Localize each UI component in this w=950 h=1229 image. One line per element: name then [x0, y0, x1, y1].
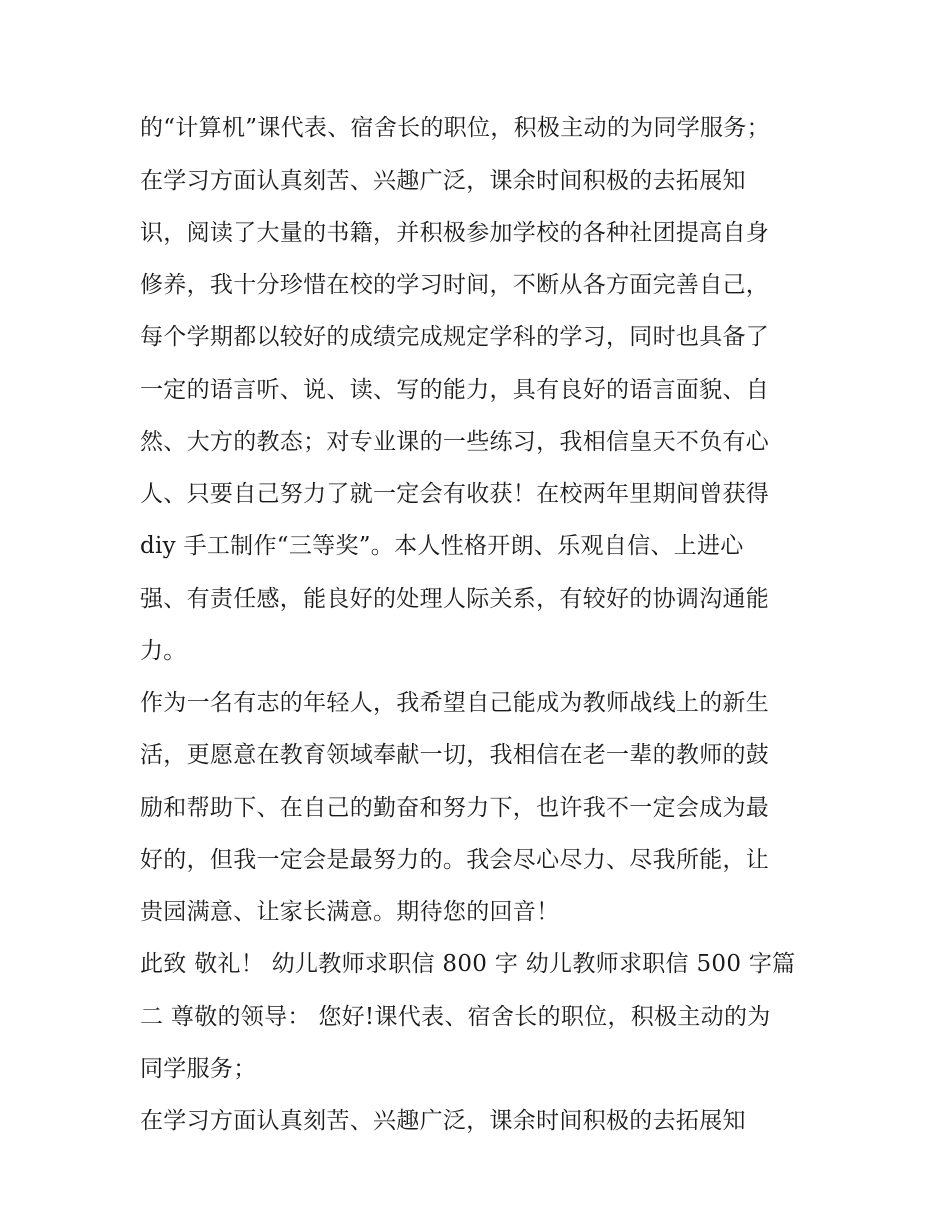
text-line: 励和帮助下、在自己的勤奋和努力下，也许我不一定会成为最	[140, 795, 770, 821]
text-line: 每个学期都以较好的成绩完成规定学科的学习，同时也具备了	[140, 324, 770, 350]
text-line: 二 尊敬的领导： 您好!课代表、宿舍长的职位，积极主动的为	[140, 1004, 771, 1030]
text-line: 作为一名有志的年轻人，我希望自己能成为教师战线上的新生	[140, 690, 770, 716]
text-line: 力。	[140, 638, 187, 664]
text-line: 好的，但我一定会是最努力的。我会尽心尽力、尽我所能，让	[140, 847, 770, 873]
text-line: 活，更愿意在教育领域奉献一切，我相信在老一辈的教师的鼓	[140, 742, 770, 768]
text-line: 同学服务；	[140, 1056, 257, 1082]
text-line: 修养，我十分珍惜在校的学习时间，不断从各方面完善自己，	[140, 272, 770, 298]
text-line: 贵园满意、让家长满意。期待您的回音！	[140, 899, 560, 925]
text-line: 此致 敬礼！ 幼儿教师求职信 800 字 幼儿教师求职信 500 字篇	[140, 951, 796, 977]
text-line: 一定的语言听、说、读、写的能力，具有良好的语言面貌、自	[140, 377, 770, 403]
text-line: diy 手工制作“三等奖”。本人性格开朗、乐观自信、上进心	[140, 533, 744, 559]
text-line: 在学习方面认真刻苦、兴趣广泛，课余时间积极的去拓展知	[140, 1108, 746, 1134]
text-line: 人、只要自己努力了就一定会有收获！在校两年里期间曾获得	[140, 481, 770, 507]
text-line: 识，阅读了大量的书籍，并积极参加学校的各种社团提高自身	[140, 220, 770, 246]
text-line: 的“计算机”课代表、宿舍长的职位，积极主动的为同学服务；	[140, 115, 770, 141]
text-line: 然、大方的教态；对专业课的一些练习，我相信皇天不负有心	[140, 429, 770, 455]
text-line: 在学习方面认真刻苦、兴趣广泛，课余时间积极的去拓展知	[140, 168, 746, 194]
text-line: 强、有责任感，能良好的处理人际关系，有较好的协调沟通能	[140, 586, 770, 612]
